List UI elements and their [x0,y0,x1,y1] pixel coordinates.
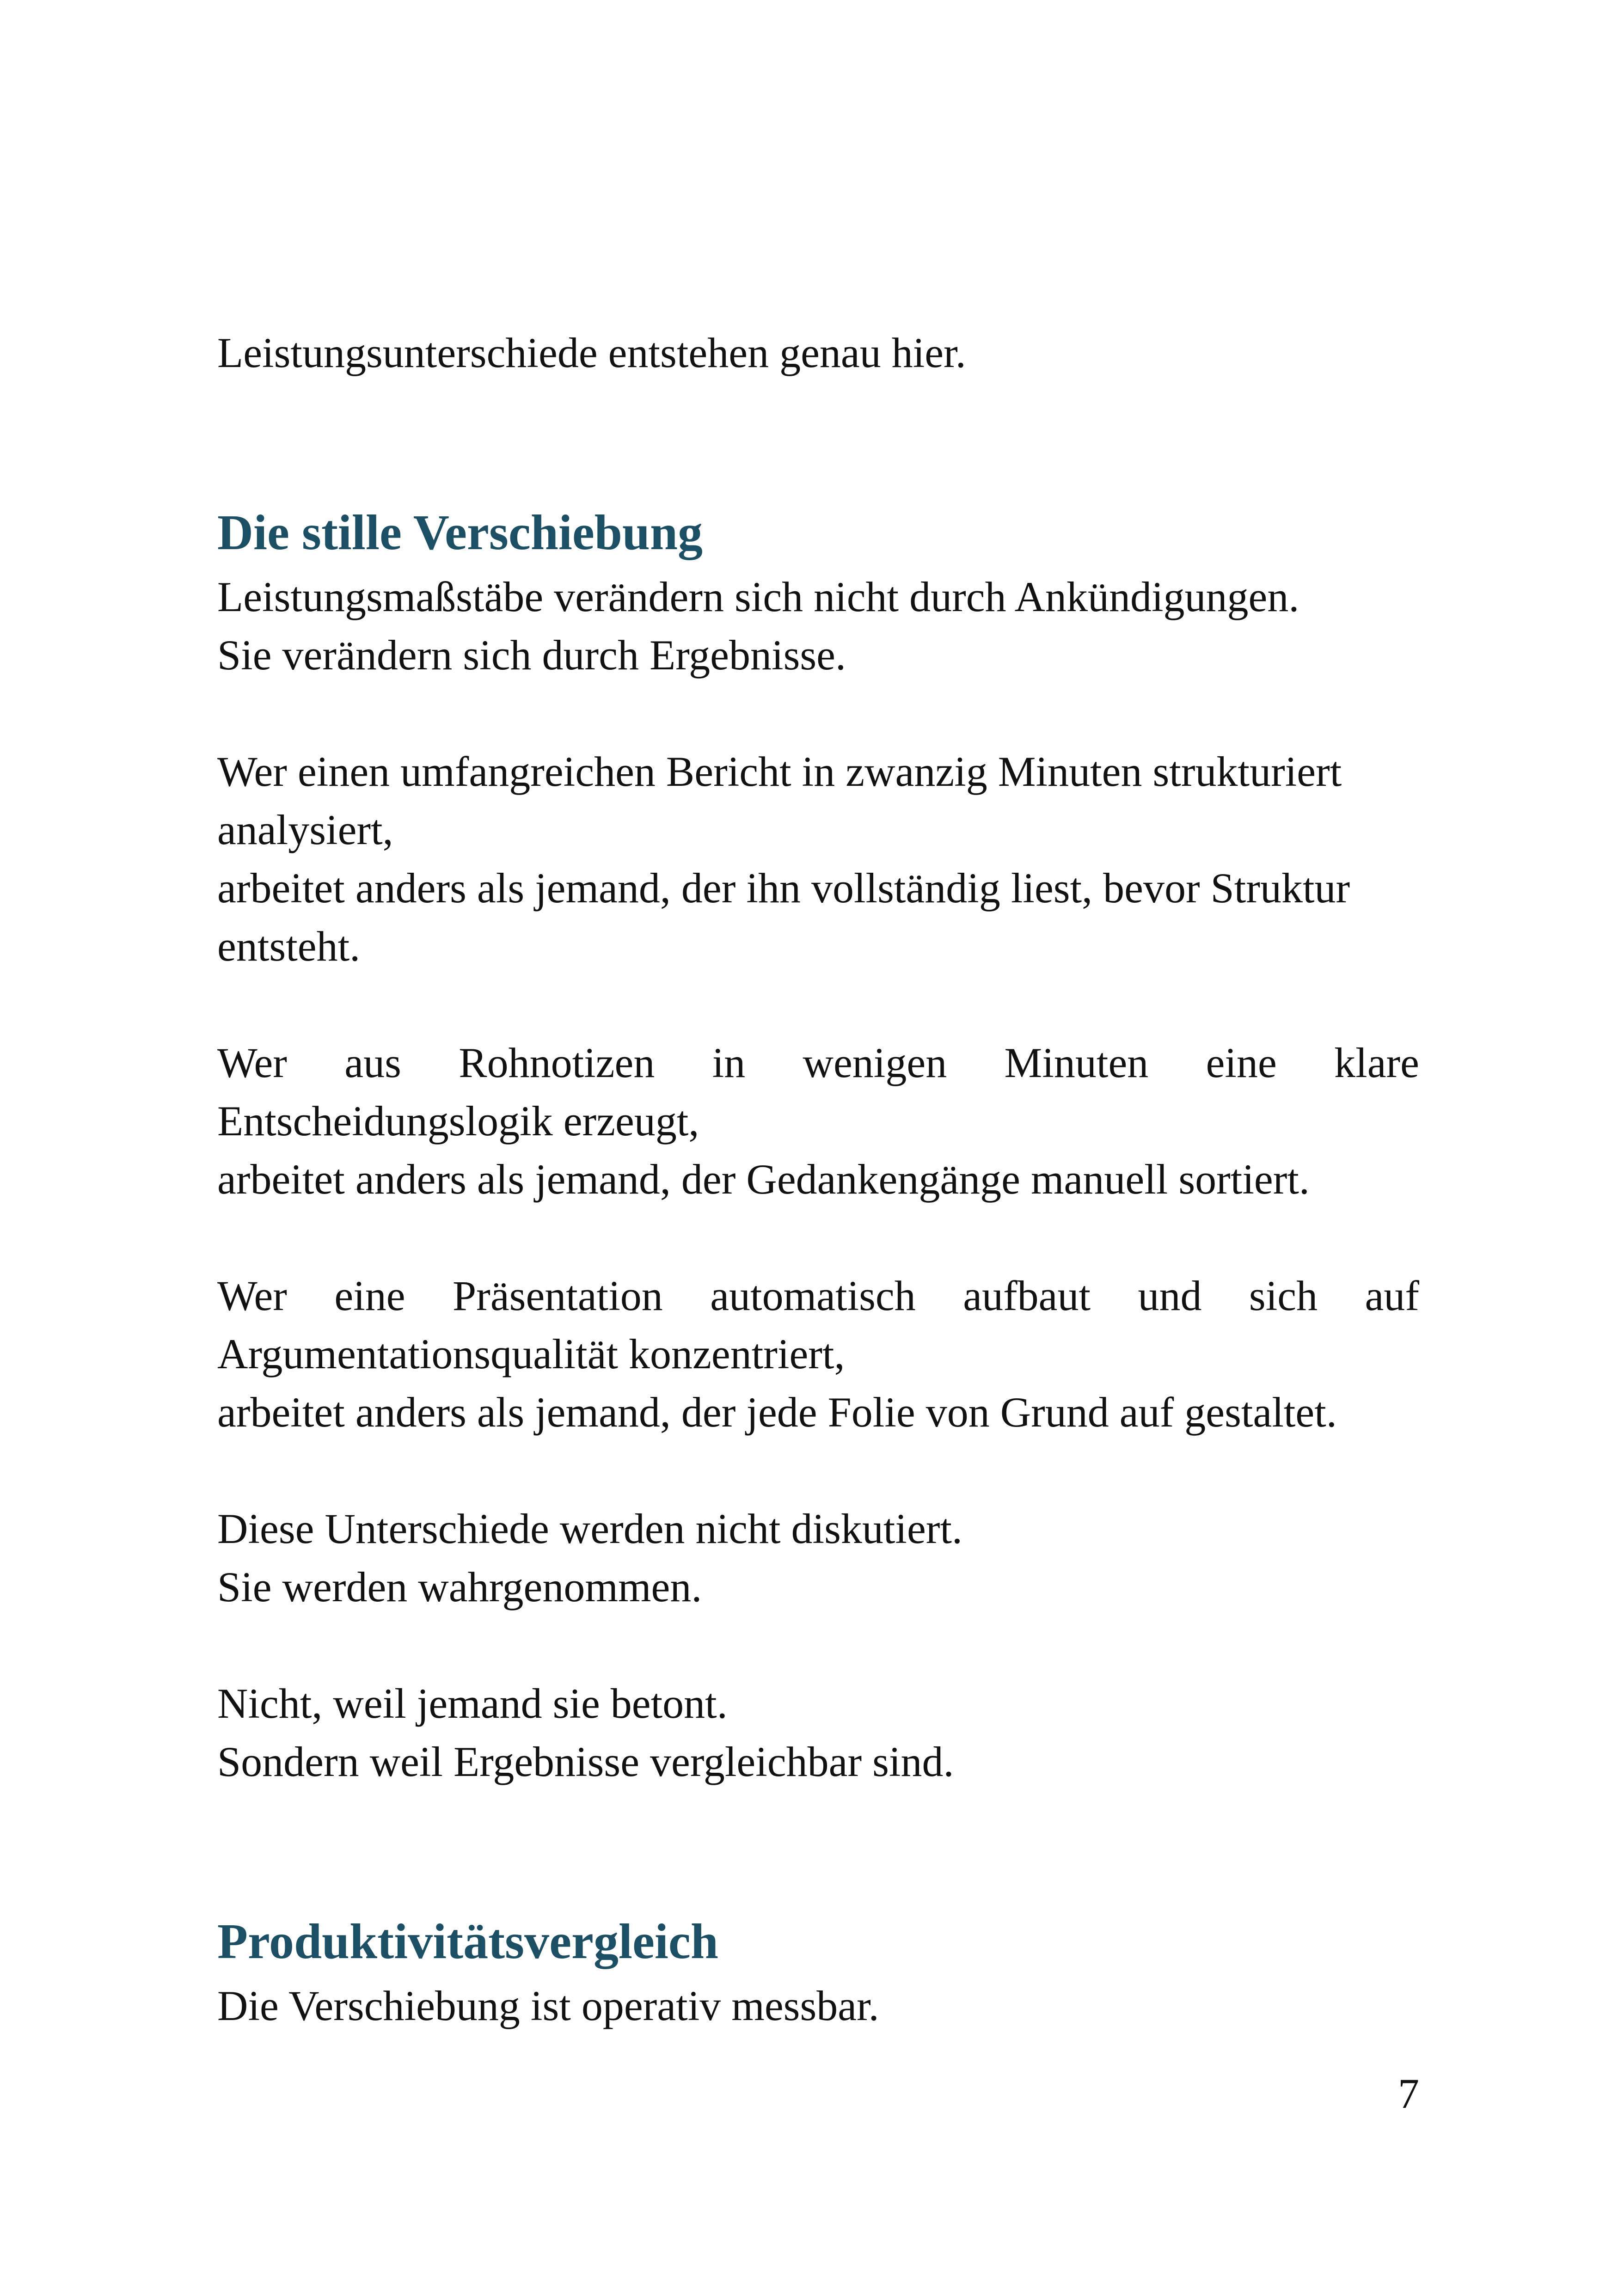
paragraph [217,568,1419,684]
text-line: Diese Unterschiede werden nicht diskutiert. [217,1505,963,1552]
paragraph-spacer [217,1616,1419,1674]
paragraph-spacer [217,1441,1419,1500]
paragraph [217,742,1419,975]
text-line: Sondern weil Ergebnisse vergleichbar sind. [217,1738,954,1785]
text-line: arbeitet anders als jemand, der jede Folie von Grund auf gestaltet. [217,1389,1337,1436]
text-line: Wer einen umfangreichen Bericht in zwanzig Minuten strukturiert [217,748,1342,795]
paragraph-spacer [217,684,1419,742]
section-heading: Die stille Verschiebung [217,505,703,560]
page-number: 7 [1398,2070,1419,2117]
paragraph [217,1977,1419,2035]
section-spacer [217,1791,1419,1907]
paragraph-spacer [217,1208,1419,1267]
text-line: arbeitet anders als jemand, der Gedankengänge manuell sortiert. [217,1156,1310,1203]
paragraph [217,1674,1419,1791]
text-line: Sie werden wahrgenommen. [217,1563,702,1610]
text-line: Die Verschiebung ist operativ messbar. [217,1982,879,2029]
text-line: Leistungsunterschiede entstehen genau hier. [217,329,966,376]
paragraph [217,1500,1419,1616]
text-line: Entscheidungslogik erzeugt, [217,1097,699,1145]
section-spacer [217,382,1419,498]
text-line: entsteht. [217,923,361,970]
paragraph-spacer [217,975,1419,1034]
intro-paragraph [217,324,1419,382]
text-line: Nicht, weil jemand sie betont. [217,1680,728,1727]
section-heading: Produktivitätsvergleich [217,1914,718,1969]
paragraph [217,1267,1419,1441]
text-line: Argumentationsqualität konzentriert, [217,1330,845,1378]
text-line: arbeitet anders als jemand, der ihn vollständig liest, bevor Struktur [217,864,1350,912]
text-line: Leistungsmaßstäbe verändern sich nicht durch Ankündigungen. [217,573,1299,620]
text-line: analysiert, [217,806,393,853]
text-line: Wer eine Präsentation automatisch aufbaut und sich auf [217,1272,1419,1319]
text-line: Wer aus Rohnotizen in wenigen Minuten eine klare [217,1039,1419,1086]
text-line: Sie verändern sich durch Ergebnisse. [217,631,846,679]
paragraph [217,1034,1419,1208]
page-content [217,324,1419,2035]
